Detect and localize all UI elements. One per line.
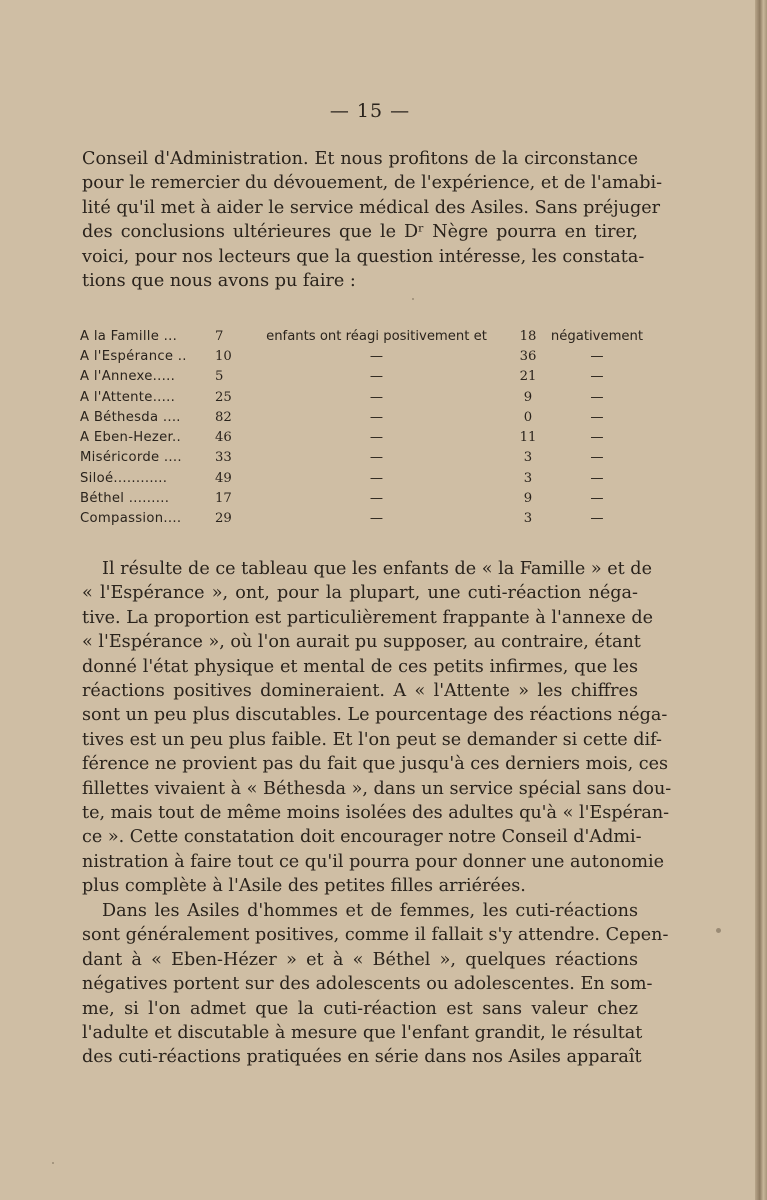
conclusion-paragraph: [82, 899, 669, 1070]
ditto-mark: —: [590, 470, 604, 486]
asylum-name: Béthel .........: [80, 491, 170, 507]
table-row: [80, 326, 646, 346]
text-line: tives est un peu plus faible. Et l'on peut se demander si cette dif-: [82, 729, 663, 750]
ditto-mark: —: [590, 409, 604, 425]
row-tail: négativement: [550, 328, 644, 344]
asylum-name: A l'Annexe.....: [80, 369, 176, 385]
asylum-name: Compassion....: [80, 511, 182, 527]
analysis-paragraph: [82, 557, 672, 899]
text-line: ce ». Cette constatation doit encourager notre Conseil d'Admi-: [82, 827, 642, 848]
ditto-mark: —: [369, 409, 384, 425]
text-line: tions que nous avons pu faire :: [82, 271, 356, 292]
text-line: nistration à faire tout ce qu'il pourra pour donner une autonomie: [82, 851, 665, 872]
text-line: l'adulte et discutable à mesure que l'enfant grandit, le résultat: [82, 1023, 643, 1044]
negative-count: 3: [523, 470, 533, 486]
page-edge: [755, 0, 767, 1200]
positive-count: 33: [215, 450, 232, 466]
text-line: des conclusions ultérieures que le Dʳ Nègre pourra en tirer,: [82, 222, 638, 243]
table-row: [80, 367, 646, 387]
ditto-mark: —: [590, 389, 604, 405]
row-phrase: enfants ont réagi positivement et: [266, 328, 487, 344]
positive-count: 17: [215, 491, 232, 507]
negative-count: 36: [519, 348, 537, 364]
text-line: te, mais tout de même moins isolées des adultes qu'à « l'Espéran-: [82, 803, 670, 824]
positive-count: 29: [215, 511, 232, 527]
negative-count: 9: [523, 389, 533, 405]
text-line: sont généralement positives, comme il fallait s'y attendre. Cepen-: [82, 925, 669, 946]
negative-count: 3: [523, 511, 533, 527]
intro-paragraph: [82, 147, 663, 293]
ditto-mark: —: [369, 511, 384, 527]
text-line: donné l'état physique et mental de ces petits infirmes, que les: [82, 656, 638, 677]
text-line: dant à « Eben-Hézer » et à « Béthel », quelques réactions: [82, 949, 638, 970]
asylum-name: A Béthesda ....: [80, 409, 181, 425]
asylum-name: A Eben-Hezer..: [80, 430, 182, 446]
text-line: « l'Espérance », ont, pour la plupart, une cuti-réaction néga-: [82, 583, 638, 604]
table-row: [80, 488, 646, 508]
positive-count: 25: [215, 389, 232, 405]
table-row: [80, 387, 646, 407]
text-line: Il résulte de ce tableau que les enfants de « la Famille » et de: [102, 559, 652, 579]
paper-speck: [52, 1162, 54, 1164]
ditto-mark: —: [590, 348, 604, 364]
ditto-mark: —: [369, 450, 384, 466]
ditto-mark: —: [369, 348, 384, 364]
positive-count: 10: [215, 348, 232, 364]
positive-count: 82: [215, 409, 232, 425]
asylum-name: A la Famille ...: [80, 328, 178, 344]
text-line: tive. La proportion est particulièrement frappante à l'annexe de: [82, 607, 654, 628]
ditto-mark: —: [369, 430, 384, 446]
positive-count: 7: [215, 328, 224, 344]
ditto-mark: —: [590, 430, 604, 446]
text-line: férence ne provient pas du fait que jusqu'à ces derniers mois, ces: [82, 754, 669, 775]
page-number: — 15 —: [329, 100, 411, 122]
ditto-mark: —: [369, 491, 384, 507]
asylum-name: Miséricorde ....: [80, 450, 182, 466]
paper-speck: [412, 298, 414, 300]
ditto-mark: —: [590, 450, 604, 466]
table-row: [80, 427, 646, 447]
negative-count: 9: [523, 491, 533, 507]
negative-count: 0: [523, 409, 533, 425]
ditto-mark: —: [369, 470, 384, 486]
table-row: [80, 346, 646, 366]
text-line: réactions positives domineraient. A « l'Attente » les chiffres: [82, 681, 638, 702]
negative-count: 3: [523, 450, 533, 466]
positive-count: 46: [215, 430, 232, 446]
text-line: voici, pour nos lecteurs que la question intéresse, les constata-: [82, 246, 645, 267]
positive-count: 49: [215, 470, 232, 486]
ditto-mark: —: [590, 511, 604, 527]
paper-speck: [716, 928, 721, 933]
asylum-name: Siloé............: [80, 470, 168, 486]
negative-count: 21: [519, 369, 537, 385]
negative-count: 11: [519, 430, 537, 446]
ditto-mark: —: [369, 389, 384, 405]
negative-count: 18: [519, 328, 537, 344]
asylum-name: A l'Espérance ..: [80, 348, 187, 364]
table-row: [80, 407, 646, 427]
text-line: pour le remercier du dévouement, de l'expérience, et de l'amabi-: [82, 173, 663, 194]
text-line: Dans les Asiles d'hommes et de femmes, les cuti-réactions: [102, 901, 638, 921]
cuti-reaction-table: [80, 326, 646, 529]
table-row: [80, 468, 646, 488]
text-line: fillettes vivaient à « Béthesda », dans un service spécial sans dou-: [82, 778, 672, 799]
text-line: Conseil d'Administration. Et nous profitons de la circonstance: [82, 149, 638, 169]
ditto-mark: —: [590, 369, 604, 385]
text-line: me, si l'on admet que la cuti-réaction est sans valeur chez: [82, 998, 638, 1019]
positive-count: 5: [215, 369, 224, 385]
table-row: [80, 448, 646, 468]
table-row: [80, 509, 646, 529]
text-line: plus complète à l'Asile des petites filles arriérées.: [82, 876, 526, 897]
asylum-name: A l'Attente.....: [80, 389, 176, 405]
text-line: « l'Espérance », où l'on aurait pu supposer, au contraire, étant: [82, 632, 641, 653]
text-line: sont un peu plus discutables. Le pourcentage des réactions néga-: [82, 705, 668, 726]
ditto-mark: —: [590, 491, 604, 507]
text-line: lité qu'il met à aider le service médical des Asiles. Sans préjuger: [82, 197, 661, 218]
text-line: des cuti-réactions pratiquées en série dans nos Asiles apparaît: [82, 1047, 642, 1068]
ditto-mark: —: [369, 369, 384, 385]
text-line: négatives portent sur des adolescents ou adolescentes. En som-: [82, 974, 653, 995]
